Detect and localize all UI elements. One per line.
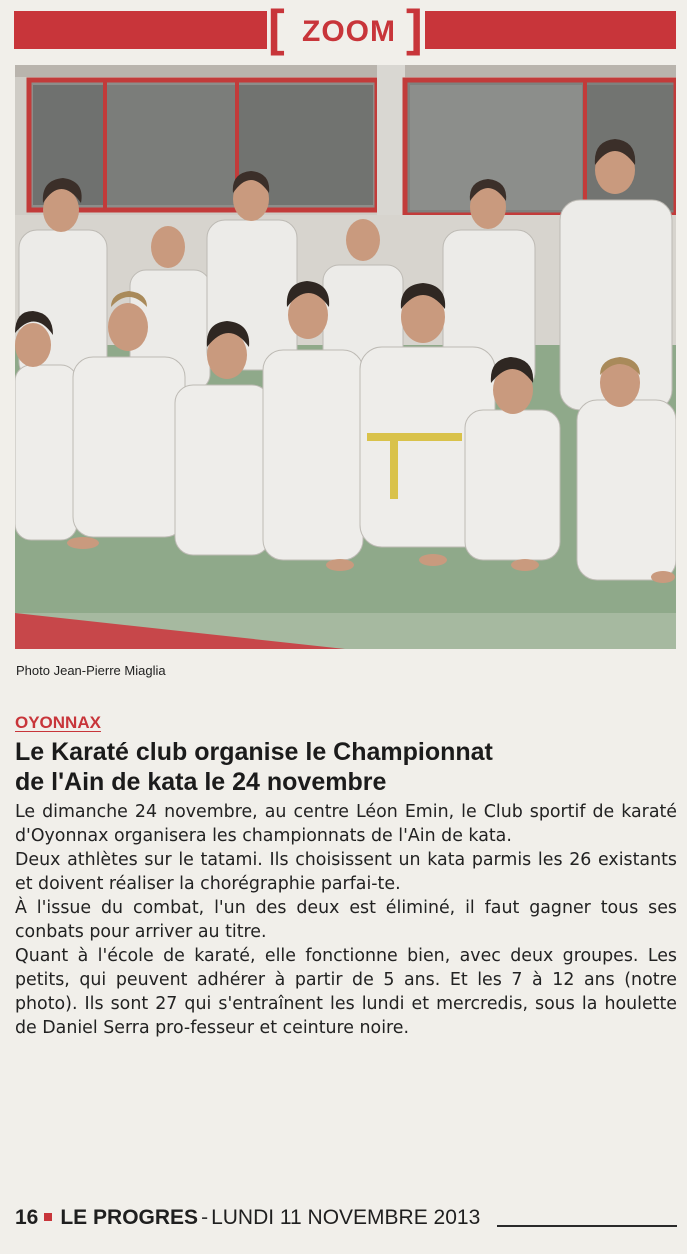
article-kicker: OYONNAX (15, 713, 101, 732)
section-header (14, 0, 676, 56)
page-number: 16 (15, 1206, 39, 1229)
article-paragraph: Quant à l'école de karaté, elle fonctionne bien, avec deux groupes. Les petits, qui peuvent adhérer à partir de 5 ans. Et les 7 à 12 ans (notre photo). Ils sont 27 qui s'entraînent les lundi et mercredis, sous la houlette de Daniel Serra pro-fesseur et ceinture noire. (15, 946, 677, 1038)
page-footer (15, 1206, 677, 1236)
article-paragraph: Deux athlètes sur le tatami. Ils choisissent un kata parmis les 26 existants et doivent réaliser la chorégraphie parfai-te. (15, 850, 677, 894)
article-body (15, 800, 677, 1040)
group-photo-illustration (15, 65, 676, 649)
header-bar-right (425, 11, 676, 49)
article-paragraph: Le dimanche 24 novembre, au centre Léon Emin, le Club sportif de karaté d'Oyonnax organisera les championnats de l'Ain de kata. (15, 802, 677, 846)
square-bullet-icon (44, 1213, 52, 1221)
footer-rule (497, 1225, 677, 1227)
bracket-right: ] (406, 0, 423, 56)
group-photo (15, 65, 676, 649)
footer-separator: - (201, 1206, 209, 1229)
issue-date: LUNDI 11 NOVEMBRE 2013 (211, 1206, 481, 1229)
article-paragraph: À l'issue du combat, l'un des deux est éliminé, il faut gagner tous ses conbats pour arriver au titre. (15, 898, 677, 942)
photo-credit: Photo Jean-Pierre Miaglia (16, 663, 166, 678)
article-headline (15, 737, 675, 797)
section-label: ZOOM (302, 15, 396, 48)
header-bar-left (14, 11, 267, 49)
headline-line-2: de l'Ain de kata le 24 novembre (15, 768, 387, 796)
bracket-left: [ (268, 0, 285, 56)
newspaper-name: LE PROGRES (60, 1206, 199, 1229)
headline-line-1: Le Karaté club organise le Championnat (15, 738, 493, 766)
